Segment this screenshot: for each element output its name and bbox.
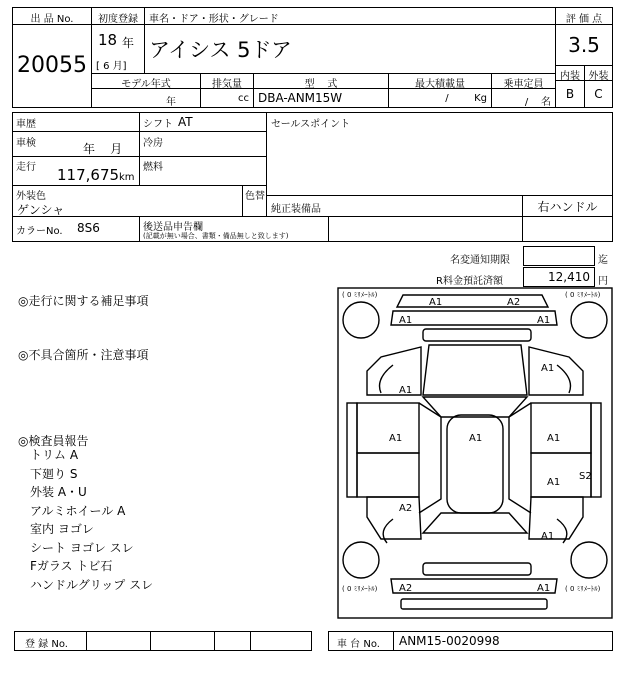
mileage-unit: km xyxy=(119,172,135,183)
model-year-label-cell xyxy=(91,73,201,89)
score-cell xyxy=(555,24,613,66)
mileage-value: 117,675 xyxy=(57,166,120,184)
right-front-fender xyxy=(529,347,583,395)
driving-notes-label: ◎走行に関する補足事項 xyxy=(18,294,149,308)
score-label-cell xyxy=(555,7,613,25)
exterior-grade: C xyxy=(594,87,603,101)
model-year-cell xyxy=(91,88,201,108)
hood xyxy=(423,345,527,395)
front-bumper xyxy=(397,295,548,307)
ac-cell xyxy=(139,131,267,157)
recycle-label: R料金預託済額 xyxy=(436,276,503,287)
grille xyxy=(423,329,531,341)
left-front-door xyxy=(357,403,419,453)
score-label: 評 価 点 xyxy=(565,14,603,25)
history-cell xyxy=(12,112,140,132)
model-year-unit: 年 xyxy=(166,97,176,108)
interior-label-cell xyxy=(555,65,585,81)
reg-year-unit: 年 xyxy=(122,36,135,50)
left-rear-door xyxy=(357,453,419,497)
displacement-label: 排気量 xyxy=(212,79,242,90)
first-reg-label: 初度登録 xyxy=(98,14,138,25)
equipment-label: 純正装備品 xyxy=(271,204,321,215)
rear-garnish xyxy=(423,563,531,575)
steering: 右ハンドル xyxy=(537,200,598,214)
wheel-front-right xyxy=(571,302,607,338)
type-label-cell xyxy=(253,73,389,89)
inspection-value: 年 月 xyxy=(83,142,123,156)
displacement-label-cell xyxy=(200,73,254,89)
capacity-label: 乗車定員 xyxy=(503,79,544,90)
history-label: 車歴 xyxy=(16,119,36,130)
car-name: アイシス 5ドア xyxy=(149,38,292,62)
left-wheel-arch-front xyxy=(380,365,394,393)
max-load-label-cell xyxy=(388,73,492,89)
car-name-label: 車名・ドア・形状・グレード xyxy=(149,14,279,25)
left-rear-quarter xyxy=(367,497,421,539)
left-sill xyxy=(347,403,357,497)
color-value: ゲンシャ xyxy=(17,203,65,217)
sales-point-label: セールスポイント xyxy=(271,119,351,130)
damage-mark: A1 xyxy=(541,531,555,542)
right-wheel-arch-front xyxy=(557,365,571,393)
mileage-cell xyxy=(12,156,140,186)
damage-mark: A2 xyxy=(399,583,413,594)
steering-cell xyxy=(522,195,613,217)
displacement-unit: cc xyxy=(238,93,249,104)
docs-label: 後送品申告欄 xyxy=(143,222,203,233)
right-rear-quarter xyxy=(529,497,583,539)
fuel-label: 燃料 xyxy=(143,162,163,173)
damage-mark: A1 xyxy=(429,297,443,308)
max-load-label: 最大積載量 xyxy=(415,79,465,90)
exterior-label: 外装 xyxy=(588,71,609,82)
first-reg-cell xyxy=(91,24,145,74)
lot-label-cell xyxy=(12,7,92,25)
name-change-cell xyxy=(523,246,595,266)
docs-cell xyxy=(139,216,329,242)
color-label: 外装色 xyxy=(16,191,46,202)
color-no-cell xyxy=(12,216,140,242)
exterior-label-cell xyxy=(584,65,613,81)
damage-mark: S2 xyxy=(579,471,592,482)
model-code-cell xyxy=(253,88,389,108)
left-front-fender xyxy=(367,347,421,395)
recycle-value: 12,410 xyxy=(548,270,590,284)
rear-bumper xyxy=(391,579,557,593)
car-damage-diagram xyxy=(337,287,613,619)
color-cell xyxy=(12,185,243,217)
shift-cell xyxy=(139,112,267,132)
reg-no-cell xyxy=(14,631,312,651)
rear-step xyxy=(401,599,547,609)
wheel-tag: ( 0 ﾐﾘﾒｰﾄﾙ) xyxy=(342,585,378,593)
roof xyxy=(447,415,503,513)
inspector-label: ◎検査員報告 xyxy=(18,434,89,448)
inspection-cell xyxy=(12,131,140,157)
damage-mark: A1 xyxy=(389,433,403,444)
inspector-item: ハンドルグリップ スレ xyxy=(30,577,154,592)
wheel-tag: ( 0 ﾐﾘﾒｰﾄﾙ) xyxy=(565,291,601,299)
inspector-report xyxy=(30,446,153,594)
chassis-cell xyxy=(328,631,613,651)
capacity-label-cell xyxy=(491,73,556,89)
model-code: DBA-ANM15W xyxy=(258,91,343,105)
damage-mark: A1 xyxy=(537,315,551,326)
damage-mark: A1 xyxy=(537,583,551,594)
chassis-value: ANM15-0020998 xyxy=(399,634,500,648)
wheel-tag: ( 0 ﾐﾘﾒｰﾄﾙ) xyxy=(342,291,378,299)
reg-no-label: 登 録 No. xyxy=(25,639,68,650)
mileage-label: 走行 xyxy=(16,162,36,173)
fuel-cell xyxy=(139,156,267,186)
windshield xyxy=(423,397,527,417)
score: 3.5 xyxy=(568,33,600,57)
damage-mark: A1 xyxy=(541,363,555,374)
defects-label: ◎不具合箇所・注意事項 xyxy=(18,348,149,362)
lot-number: 20055 xyxy=(17,53,87,78)
damage-mark: A1 xyxy=(399,385,413,396)
color-no-value: 8S6 xyxy=(77,221,100,235)
inspector-item: 下廻り S xyxy=(30,466,78,481)
inspector-item: トリム A xyxy=(30,448,79,462)
right-pillars xyxy=(509,403,531,513)
reg-month: [ 6 月] xyxy=(96,61,127,72)
car-name-cell xyxy=(144,24,556,74)
interior-label: 内装 xyxy=(560,71,580,82)
wheel-rear-right xyxy=(571,542,607,578)
recycle-cell xyxy=(523,267,595,287)
inspector-item: 室内 ヨゴレ xyxy=(30,522,94,536)
shift-label: シフト xyxy=(143,119,173,130)
capacity-cell xyxy=(491,88,556,108)
exterior-grade-cell xyxy=(584,80,613,108)
wheel-front-left xyxy=(343,302,379,338)
lot-number-cell xyxy=(12,24,92,108)
damage-mark: A1 xyxy=(399,315,413,326)
color-no-label: カラーNo. xyxy=(16,226,63,237)
recycle-unit: 円 xyxy=(598,276,608,287)
rear-glass xyxy=(423,513,527,533)
first-reg-label-cell xyxy=(91,7,145,25)
max-load-cell xyxy=(388,88,492,108)
wheel-tag: ( 0 ﾐﾘﾒｰﾄﾙ) xyxy=(565,585,601,593)
docs-note: (記載が無い場合、書類・備品無しと致します) xyxy=(143,232,289,240)
sales-point-cell xyxy=(266,112,613,196)
equipment-label-cell xyxy=(266,195,523,217)
repaint-cell xyxy=(242,185,267,217)
max-load-value: / Kg xyxy=(445,93,487,104)
damage-mark: A1 xyxy=(547,477,561,488)
damage-mark: A1 xyxy=(469,433,483,444)
damage-mark: A2 xyxy=(507,297,521,308)
inspector-item: アルミホイール A xyxy=(30,503,126,518)
repaint-label: 色替 xyxy=(245,191,265,202)
name-change-unit: 迄 xyxy=(598,255,608,266)
left-pillars xyxy=(419,403,441,513)
interior-grade-cell xyxy=(555,80,585,108)
right-sill xyxy=(591,403,601,497)
inspection-label: 車検 xyxy=(16,138,36,149)
interior-grade: B xyxy=(565,87,575,101)
car-name-label-cell xyxy=(144,7,556,25)
damage-mark: A1 xyxy=(547,433,561,444)
name-change-label: 名変通知期限 xyxy=(450,255,510,266)
front-panel xyxy=(391,311,557,325)
damage-mark: A2 xyxy=(399,503,413,514)
model-year-label: モデル年式 xyxy=(121,79,171,90)
inspector-item: Fガラス トビ石 xyxy=(30,559,113,573)
capacity-value: / 名 xyxy=(524,97,551,108)
type-label: 型 式 xyxy=(304,79,338,90)
inspector-item: シート ヨゴレ スレ xyxy=(30,540,134,555)
lot-label: 出 品 No. xyxy=(30,14,74,25)
right-front-door xyxy=(531,403,591,453)
shift-value: AT xyxy=(178,115,193,129)
reg-year: 18 xyxy=(98,31,118,49)
ac-label: 冷房 xyxy=(143,138,163,149)
wheel-rear-left xyxy=(343,542,379,578)
displacement-cell xyxy=(200,88,254,108)
chassis-label: 車 台 No. xyxy=(337,639,380,650)
inspector-item: 外装 A・U xyxy=(30,485,87,499)
equipment-area xyxy=(328,216,613,242)
